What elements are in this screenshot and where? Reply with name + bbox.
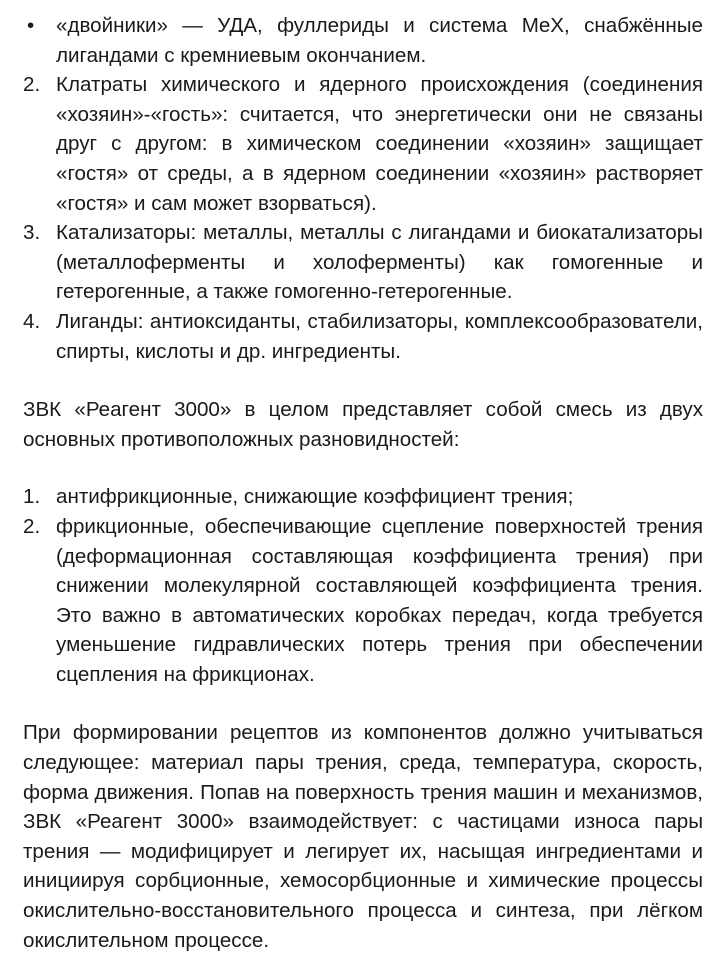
spacer [23,366,703,395]
spacer [23,689,703,718]
list-item-text: Катализаторы: металлы, металлы с лигандами и биокатализаторы (металлоферменты и холоферменты) как гомогенные и гетерогенные, а также гомогенно-гетерогенные. [56,221,703,304]
list-item [23,11,703,70]
list-item [23,512,703,690]
list-item [23,482,703,512]
number-marker: 2. [23,73,41,97]
list-item-text: Клатраты химического и ядерного происхождения (соединения «хозяин»-«гость»: считается, что энергетически они не связаны друг с другом: в химическом соединении «хозяин» защищает «гостя» от среды, а в ядерном соединении «хозяин» растворяет «гостя» и сам может взорваться). [56,73,703,215]
list-item [23,218,703,307]
list-item-text: Лиганды: антиоксиданты, стабилизаторы, комплексообразователи, спирты, кислоты и др. ингредиенты. [56,309,703,363]
list-item-text: фрикционные, обеспечивающие сцепление поверхностей трения (деформационная составляющая коэффициента трения) при снижении молекулярной составляющей коэффициента трения. Это важно в автоматических коробках передач, когда требуется уменьшение гидравлических потерь трения при обеспечении сцепления на фрикционах. [56,514,703,686]
list-item [23,307,703,366]
list-item [23,70,703,218]
document-page [23,11,703,955]
bullet-marker: • [27,14,35,37]
number-marker: 1. [23,485,41,509]
paragraph-formulation: При формировании рецептов из компонентов должно учитываться следующее: материал пары трения, среда, температура, скорость, форма движения. Попав на поверхность трения машин и механизмов, ЗВК «Реагент 3000» взаимодействует: с частицами износа пары трения — модифицирует и легирует их, насыщая ингредиентами и инициируя сорбционные, хемосорбционные и химические процессы окислительно-восстановительного процесса и синтеза, при лёгком окислительном процессе. [23,721,703,952]
number-marker: 2. [23,514,41,538]
number-marker: 4. [23,309,41,333]
list-item-text: «двойники» — УДА, фуллериды и система MeX, снабжённые лигандами с кремниевым окончанием. [56,14,703,67]
varieties-list [23,482,703,689]
list-item-text: антифрикционные, снижающие коэффициент трения; [56,485,574,509]
number-marker: 3. [23,221,41,245]
components-list [23,11,703,366]
spacer [23,454,703,482]
paragraph-intro: ЗВК «Реагент 3000» в целом представляет собой смесь из двух основных противоположных разновидностей: [23,398,703,451]
